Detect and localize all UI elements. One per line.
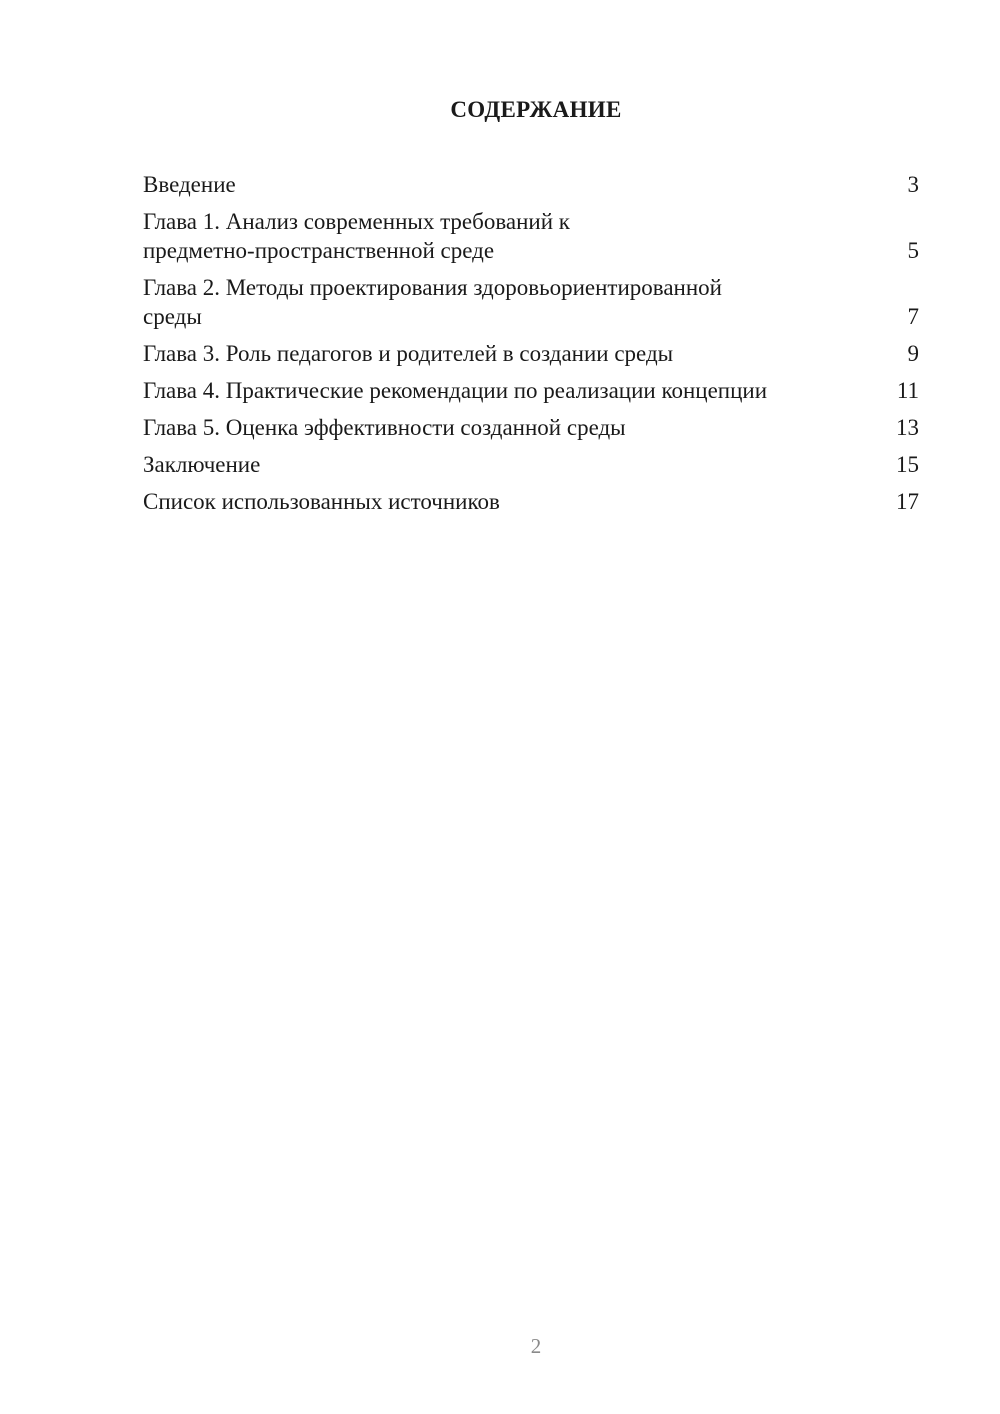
- toc-entry-conclusion: [143, 450, 919, 479]
- toc-entry-page: 13: [896, 415, 919, 440]
- toc-entry-title: Заключение: [143, 452, 261, 477]
- toc-entry-chapter-5: [143, 413, 919, 442]
- toc-entry-chapter-2: [143, 273, 919, 331]
- toc-entry-title: Глава 1. Анализ современных требований к предметно-пространственной среде: [143, 209, 570, 263]
- toc-entry-page: 17: [896, 489, 919, 514]
- toc-entry-title: Глава 4. Практические рекомендации по реализации концепции: [143, 378, 768, 403]
- toc-entry-chapter-3: [143, 339, 919, 368]
- toc-entry-page: 7: [907, 304, 919, 329]
- page-number: 2: [530, 1334, 542, 1358]
- toc-entry-title: Введение: [143, 172, 236, 197]
- toc-entry-page: 9: [907, 341, 919, 366]
- toc-heading: СОДЕРЖАНИЕ: [450, 97, 622, 122]
- toc-entry-title: Глава 3. Роль педагогов и родителей в создании среды: [143, 341, 674, 366]
- toc-entry-title: Список использованных источников: [143, 489, 500, 514]
- toc-entry-page: 11: [896, 378, 919, 403]
- table-of-contents: [143, 170, 919, 524]
- toc-entry-title: Глава 2. Методы проектирования здоровьориентированной среды: [143, 275, 722, 329]
- toc-entry-page: 5: [907, 238, 919, 263]
- toc-entry-page: 3: [907, 172, 919, 197]
- toc-entry-introduction: [143, 170, 919, 199]
- toc-entry-chapter-1: [143, 207, 919, 265]
- toc-entry-chapter-4: [143, 376, 919, 405]
- toc-entry-page: 15: [896, 452, 919, 477]
- toc-entry-references: [143, 487, 919, 516]
- toc-entry-title: Глава 5. Оценка эффективности созданной среды: [143, 415, 626, 440]
